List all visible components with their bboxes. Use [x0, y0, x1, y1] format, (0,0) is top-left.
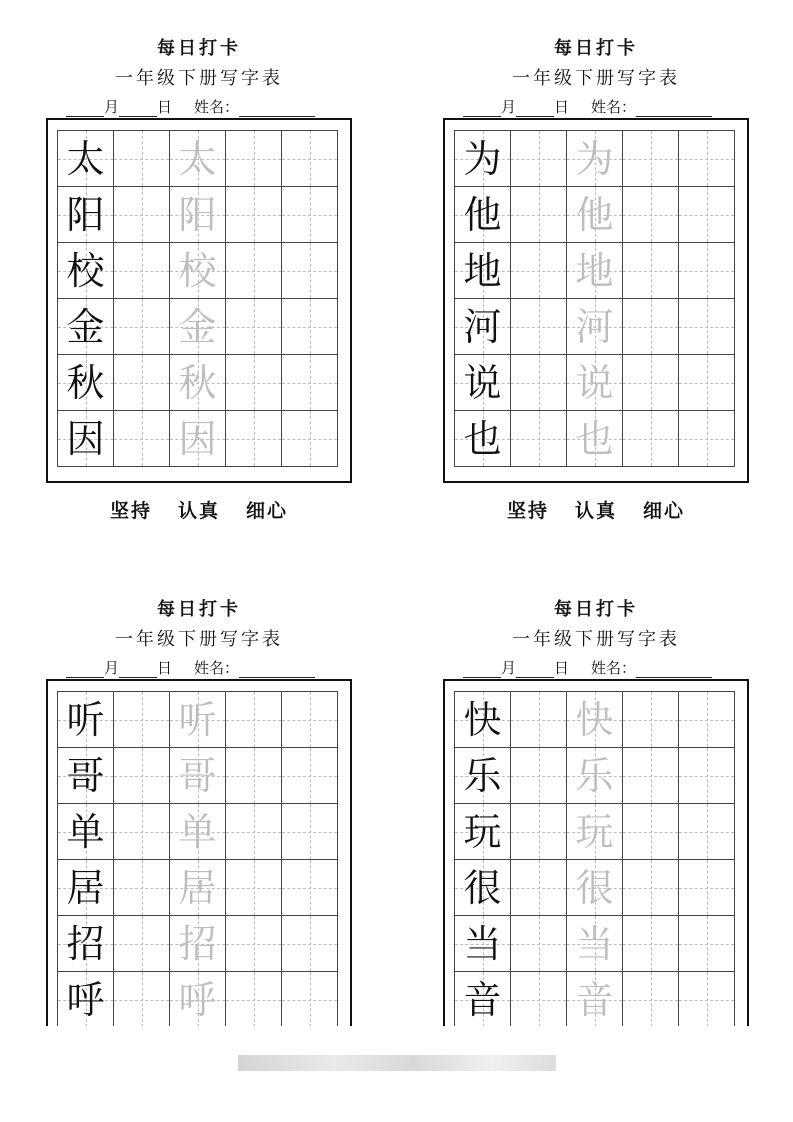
trace-char: 河 [575, 304, 614, 349]
practice-cell[interactable] [113, 298, 170, 355]
motto-line [443, 496, 749, 523]
practice-cell[interactable] [510, 298, 567, 355]
practice-cell[interactable] [113, 354, 170, 411]
practice-cell[interactable] [510, 354, 567, 411]
trace-cell[interactable] [566, 354, 623, 411]
practice-cell[interactable] [678, 971, 735, 1026]
trace-cell[interactable] [169, 298, 226, 355]
day-blank[interactable] [516, 663, 554, 678]
model-char: 单 [66, 809, 105, 854]
name-blank[interactable] [239, 663, 315, 678]
practice-cell[interactable] [225, 971, 282, 1026]
day-label: 日 [157, 659, 173, 677]
model-char: 快 [463, 697, 502, 742]
practice-cell[interactable] [281, 186, 338, 243]
practice-card-2 [443, 34, 749, 554]
practice-cell[interactable] [113, 130, 170, 187]
practice-cell[interactable] [510, 691, 567, 748]
practice-card-3 [46, 595, 352, 1026]
trace-char: 校 [178, 248, 217, 293]
practice-cell[interactable] [678, 354, 735, 411]
trace-cell[interactable] [169, 915, 226, 972]
model-char: 也 [463, 416, 502, 461]
model-cell [454, 186, 511, 243]
card-subtitle: 一年级下册写字表 [512, 68, 680, 89]
name-blank[interactable] [239, 102, 315, 117]
motto-careful: 细心 [246, 500, 289, 522]
motto-persist: 坚持 [506, 500, 549, 522]
model-cell [57, 859, 114, 916]
model-char: 呼 [66, 977, 105, 1022]
practice-cell[interactable] [510, 410, 567, 467]
model-char: 地 [463, 248, 502, 293]
month-label: 月 [104, 98, 120, 116]
trace-char: 当 [575, 921, 614, 966]
practice-cell[interactable] [622, 859, 679, 916]
card-title: 每日打卡 [554, 599, 638, 620]
day-blank[interactable] [119, 102, 157, 117]
practice-cell[interactable] [510, 747, 567, 804]
model-cell [454, 971, 511, 1026]
model-char: 听 [66, 697, 105, 742]
trace-char: 也 [575, 416, 614, 461]
month-label: 月 [104, 659, 120, 677]
model-cell [454, 691, 511, 748]
name-label: 姓名： [591, 659, 637, 677]
trace-cell[interactable] [169, 410, 226, 467]
practice-cell[interactable] [678, 410, 735, 467]
month-blank[interactable] [66, 102, 104, 117]
practice-cell[interactable] [510, 130, 567, 187]
name-label: 姓名： [194, 659, 240, 677]
practice-cell[interactable] [113, 410, 170, 467]
practice-cell[interactable] [281, 803, 338, 860]
motto-serious: 认真 [574, 500, 617, 522]
day-blank[interactable] [119, 663, 157, 678]
practice-cell[interactable] [678, 298, 735, 355]
model-char: 玩 [463, 809, 502, 854]
trace-cell[interactable] [566, 130, 623, 187]
trace-cell[interactable] [566, 410, 623, 467]
model-cell [57, 915, 114, 972]
trace-char: 玩 [575, 809, 614, 854]
grid-row [57, 971, 342, 1026]
practice-cell[interactable] [225, 859, 282, 916]
practice-cell[interactable] [622, 242, 679, 299]
trace-cell[interactable] [566, 971, 623, 1026]
practice-cell[interactable] [622, 130, 679, 187]
grid-row [454, 747, 739, 803]
trace-cell[interactable] [566, 242, 623, 299]
date-name-line [66, 96, 315, 117]
grid-row [454, 242, 739, 298]
practice-card-1 [46, 34, 352, 554]
practice-cell[interactable] [281, 130, 338, 187]
day-label: 日 [157, 98, 173, 116]
practice-cell[interactable] [622, 186, 679, 243]
grid-row [454, 915, 739, 971]
writing-grid-box [46, 118, 352, 483]
writing-grid-box [443, 118, 749, 483]
trace-cell[interactable] [169, 691, 226, 748]
card-title: 每日打卡 [554, 38, 638, 59]
month-label: 月 [501, 98, 517, 116]
trace-cell[interactable] [169, 803, 226, 860]
model-char: 乐 [463, 753, 502, 798]
practice-cell[interactable] [225, 242, 282, 299]
month-blank[interactable] [66, 663, 104, 678]
grid-row [57, 186, 342, 242]
model-cell [57, 186, 114, 243]
trace-cell[interactable] [566, 803, 623, 860]
practice-cell[interactable] [113, 691, 170, 748]
grid-row [57, 242, 342, 298]
practice-cell[interactable] [622, 747, 679, 804]
trace-char: 因 [178, 416, 217, 461]
practice-cell[interactable] [281, 971, 338, 1026]
practice-cell[interactable] [510, 242, 567, 299]
card-subtitle: 一年级下册写字表 [115, 68, 283, 89]
trace-char: 说 [575, 360, 614, 405]
model-char: 为 [463, 136, 502, 181]
day-blank[interactable] [516, 102, 554, 117]
model-cell [57, 747, 114, 804]
trace-char: 招 [178, 921, 217, 966]
date-name-line [463, 657, 712, 678]
trace-cell[interactable] [169, 859, 226, 916]
writing-grid [57, 130, 342, 466]
grid-row [454, 298, 739, 354]
motto-line [46, 496, 352, 523]
model-cell [454, 354, 511, 411]
card-subtitle: 一年级下册写字表 [115, 629, 283, 650]
grid-row [57, 130, 342, 186]
grid-row [454, 410, 739, 466]
model-cell [454, 915, 511, 972]
practice-cell[interactable] [113, 971, 170, 1026]
model-cell [57, 298, 114, 355]
practice-cell[interactable] [281, 859, 338, 916]
blurred-watermark [238, 1055, 556, 1071]
practice-cell[interactable] [113, 915, 170, 972]
model-char: 音 [463, 977, 502, 1022]
practice-cell[interactable] [225, 186, 282, 243]
grid-row [454, 971, 739, 1026]
name-blank[interactable] [636, 663, 712, 678]
practice-cell[interactable] [281, 747, 338, 804]
trace-cell[interactable] [566, 915, 623, 972]
practice-cell[interactable] [113, 242, 170, 299]
day-label: 日 [554, 98, 570, 116]
trace-char: 地 [575, 248, 614, 293]
writing-grid [57, 691, 342, 1026]
practice-cell[interactable] [510, 859, 567, 916]
practice-cell[interactable] [113, 186, 170, 243]
trace-cell[interactable] [169, 747, 226, 804]
model-cell [454, 298, 511, 355]
model-cell [454, 130, 511, 187]
trace-cell[interactable] [169, 186, 226, 243]
practice-cell[interactable] [510, 971, 567, 1026]
trace-cell[interactable] [566, 859, 623, 916]
name-label: 姓名： [194, 98, 240, 116]
grid-row [57, 298, 342, 354]
trace-cell[interactable] [566, 691, 623, 748]
name-blank[interactable] [636, 102, 712, 117]
motto-serious: 认真 [177, 500, 220, 522]
grid-row [57, 859, 342, 915]
model-cell [57, 410, 114, 467]
model-char: 阳 [66, 192, 105, 237]
model-cell [454, 242, 511, 299]
model-cell [454, 859, 511, 916]
trace-cell[interactable] [566, 186, 623, 243]
model-char: 太 [66, 136, 105, 181]
writing-grid [454, 130, 739, 466]
grid-row [454, 186, 739, 242]
practice-cell[interactable] [281, 354, 338, 411]
writing-grid-box [443, 679, 749, 1026]
trace-char: 乐 [575, 753, 614, 798]
grid-row [454, 859, 739, 915]
grid-row [57, 691, 342, 747]
practice-cell[interactable] [225, 130, 282, 187]
practice-cell[interactable] [622, 691, 679, 748]
trace-cell[interactable] [169, 242, 226, 299]
practice-cell[interactable] [225, 298, 282, 355]
practice-cell[interactable] [225, 410, 282, 467]
practice-cell[interactable] [225, 691, 282, 748]
trace-cell[interactable] [566, 298, 623, 355]
grid-row [57, 410, 342, 466]
practice-cell[interactable] [281, 915, 338, 972]
trace-cell[interactable] [169, 971, 226, 1026]
date-name-line [463, 96, 712, 117]
practice-cell[interactable] [622, 298, 679, 355]
motto-careful: 细心 [643, 500, 686, 522]
trace-char: 音 [575, 977, 614, 1022]
trace-char: 快 [575, 697, 614, 742]
practice-cell[interactable] [678, 747, 735, 804]
grid-row [454, 130, 739, 186]
trace-char: 为 [575, 136, 614, 181]
practice-cell[interactable] [678, 915, 735, 972]
grid-row [454, 354, 739, 410]
model-char: 他 [463, 192, 502, 237]
model-cell [57, 354, 114, 411]
practice-cell[interactable] [622, 410, 679, 467]
practice-card-4 [443, 595, 749, 1026]
trace-char: 金 [178, 304, 217, 349]
model-char: 说 [463, 360, 502, 405]
model-char: 很 [463, 865, 502, 910]
model-cell [57, 803, 114, 860]
practice-cell[interactable] [510, 915, 567, 972]
practice-cell[interactable] [225, 354, 282, 411]
model-cell [454, 747, 511, 804]
month-label: 月 [501, 659, 517, 677]
model-char: 招 [66, 921, 105, 966]
practice-cell[interactable] [225, 915, 282, 972]
trace-char: 哥 [178, 753, 217, 798]
model-cell [57, 691, 114, 748]
practice-cell[interactable] [281, 691, 338, 748]
day-label: 日 [554, 659, 570, 677]
trace-char: 单 [178, 809, 217, 854]
model-char: 校 [66, 248, 105, 293]
trace-char: 阳 [178, 192, 217, 237]
practice-cell[interactable] [281, 410, 338, 467]
trace-cell[interactable] [169, 130, 226, 187]
practice-cell[interactable] [510, 186, 567, 243]
practice-cell[interactable] [225, 747, 282, 804]
trace-char: 他 [575, 192, 614, 237]
practice-cell[interactable] [281, 298, 338, 355]
grid-row [454, 691, 739, 747]
model-char: 居 [66, 865, 105, 910]
model-cell [454, 410, 511, 467]
practice-cell[interactable] [113, 747, 170, 804]
practice-cell[interactable] [678, 130, 735, 187]
motto-persist: 坚持 [109, 500, 152, 522]
model-cell [57, 971, 114, 1026]
grid-row [57, 354, 342, 410]
card-title: 每日打卡 [157, 599, 241, 620]
grid-row [57, 915, 342, 971]
model-char: 河 [463, 304, 502, 349]
practice-cell[interactable] [225, 803, 282, 860]
name-label: 姓名： [591, 98, 637, 116]
trace-char: 呼 [178, 977, 217, 1022]
practice-cell[interactable] [113, 803, 170, 860]
practice-cell[interactable] [678, 803, 735, 860]
trace-cell[interactable] [169, 354, 226, 411]
trace-cell[interactable] [566, 747, 623, 804]
practice-cell[interactable] [678, 242, 735, 299]
model-char: 哥 [66, 753, 105, 798]
practice-cell[interactable] [622, 354, 679, 411]
model-char: 当 [463, 921, 502, 966]
month-blank[interactable] [463, 663, 501, 678]
card-subtitle: 一年级下册写字表 [512, 629, 680, 650]
model-cell [57, 130, 114, 187]
grid-row [57, 803, 342, 859]
practice-cell[interactable] [622, 915, 679, 972]
trace-char: 太 [178, 136, 217, 181]
date-name-line [66, 657, 315, 678]
practice-cell[interactable] [622, 803, 679, 860]
grid-row [57, 747, 342, 803]
trace-char: 居 [178, 865, 217, 910]
practice-cell[interactable] [510, 803, 567, 860]
model-cell [454, 803, 511, 860]
practice-cell[interactable] [678, 186, 735, 243]
model-char: 因 [66, 416, 105, 461]
practice-cell[interactable] [678, 859, 735, 916]
model-char: 金 [66, 304, 105, 349]
practice-cell[interactable] [281, 242, 338, 299]
month-blank[interactable] [463, 102, 501, 117]
trace-char: 秋 [178, 360, 217, 405]
model-cell [57, 242, 114, 299]
card-title: 每日打卡 [157, 38, 241, 59]
writing-grid [454, 691, 739, 1026]
practice-cell[interactable] [113, 859, 170, 916]
practice-cell[interactable] [678, 691, 735, 748]
grid-row [454, 803, 739, 859]
trace-char: 听 [178, 697, 217, 742]
writing-grid-box [46, 679, 352, 1026]
trace-char: 很 [575, 865, 614, 910]
practice-cell[interactable] [622, 971, 679, 1026]
model-char: 秋 [66, 360, 105, 405]
